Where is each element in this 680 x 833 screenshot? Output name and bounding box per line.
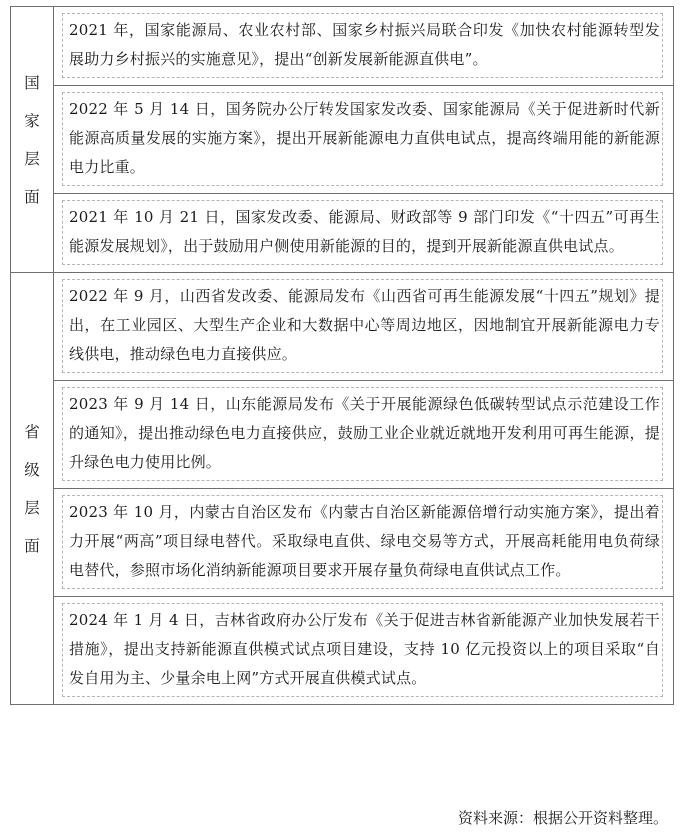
table-row bbox=[11, 597, 674, 705]
policy-entry bbox=[54, 86, 674, 194]
policy-entry-text: 2022 年 5 月 14 日，国务院办公厅转发国家发改委、国家能源局《关于促进新时代新能源高质量发展的实施方案》，提出开展新能源电力直供电试点，提高终端用能的新能源电力比重。 bbox=[62, 92, 663, 186]
source-note: 资料来源：根据公开资料整理。 bbox=[457, 809, 668, 827]
table-row bbox=[11, 381, 674, 489]
table-row bbox=[11, 273, 674, 381]
table-row bbox=[11, 86, 674, 194]
policy-entry-text: 2023 年 9 月 14 日，山东能源局发布《关于开展能源绿色低碳转型试点示范建设工作的通知》，提出推动绿色电力直接供应，鼓励工业企业就近就地开发利用可再生能源，提升绿色电力使用比例。 bbox=[62, 387, 663, 481]
table-row bbox=[11, 194, 674, 273]
policy-entry-text: 2021 年，国家能源局、农业农村部、国家乡村振兴局联合印发《加快农村能源转型发展助力乡村振兴的实施意见》，提出“创新发展新能源直供电”。 bbox=[62, 13, 663, 78]
policy-entry bbox=[54, 489, 674, 597]
table-row bbox=[11, 7, 674, 86]
policy-entry-text: 2021 年 10 月 21 日，国家发改委、能源局、财政部等 9 部门印发《“十四五”可再生能源发展规划》，出于鼓励用户侧使用新能源的目的，提到开展新能源直供电试点。 bbox=[62, 200, 663, 265]
group-label-provincial bbox=[11, 273, 54, 705]
policy-entry bbox=[54, 273, 674, 381]
policy-table bbox=[10, 6, 674, 705]
policy-entry bbox=[54, 194, 674, 273]
group-label-text: 国 家 层 面 bbox=[24, 73, 40, 206]
policy-entry bbox=[54, 7, 674, 86]
policy-entry bbox=[54, 381, 674, 489]
policy-entry-text: 2023 年 10 月，内蒙古自治区发布《内蒙古自治区新能源倍增行动实施方案》，提出着力开展“两高”项目绿电替代。采取绿电直供、绿电交易等方式，开展高耗能用电负荷绿电替代，参照市场化消纳新能源项目要求开展存量负荷绿电直供试点工作。 bbox=[62, 495, 663, 589]
group-label-text: 省 级 层 面 bbox=[24, 422, 40, 555]
policy-entry bbox=[54, 597, 674, 705]
policy-entry-text: 2022 年 9 月，山西省发改委、能源局发布《山西省可再生能源发展“十四五”规划》提出，在工业园区、大型生产企业和大数据中心等周边地区，因地制宜开展新能源电力专线供电，推动绿色电力直接供应。 bbox=[62, 279, 663, 373]
table-row bbox=[11, 489, 674, 597]
group-label-national bbox=[11, 7, 54, 273]
policy-entry-text: 2024 年 1 月 4 日，吉林省政府办公厅发布《关于促进吉林省新能源产业加快发展若干措施》，提出支持新能源直供模式试点项目建设，支持 10 亿元投资以上的项目采取“自发自用为主、少量余电上网”方式开展直供模式试点。 bbox=[62, 603, 663, 697]
